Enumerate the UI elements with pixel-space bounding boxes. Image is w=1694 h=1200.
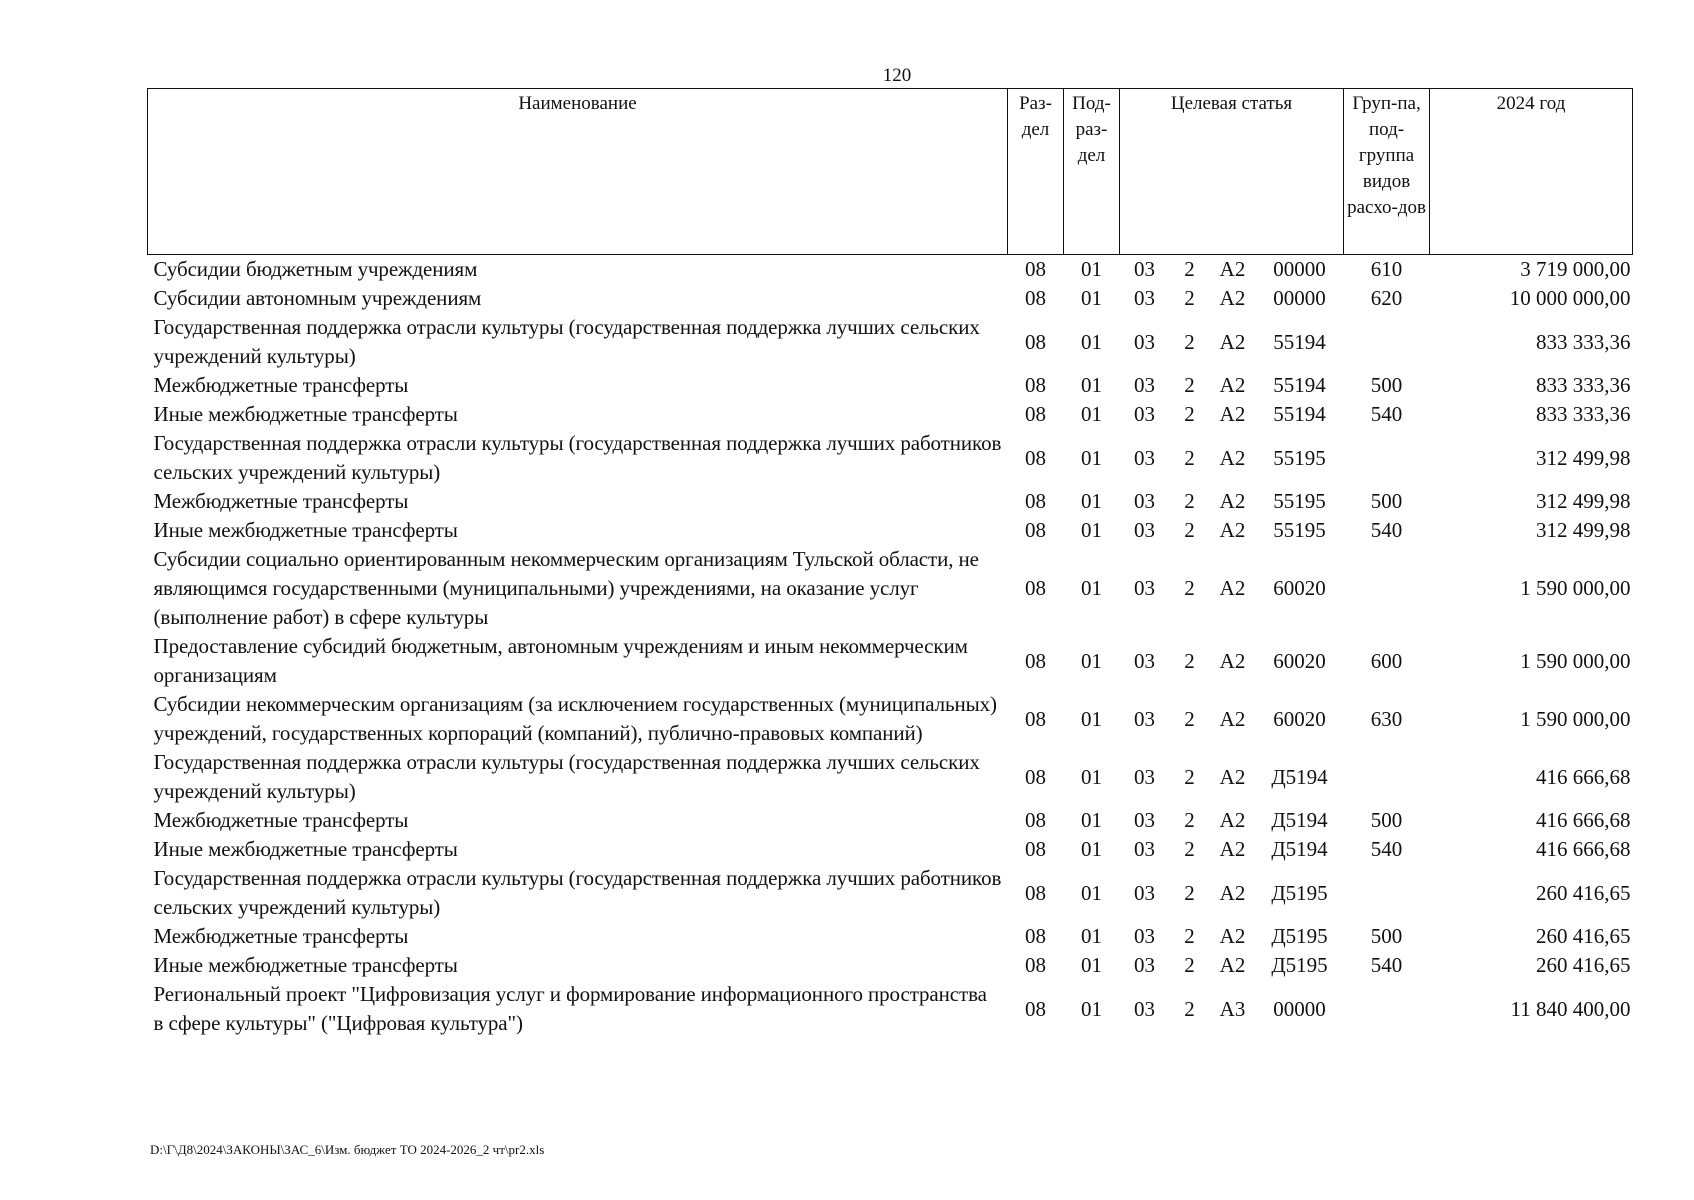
row-target-subprogram: 2 [1184, 924, 1195, 948]
row-target-direction: 55195 [1273, 445, 1326, 470]
row-amount: 416 666,68 [1536, 837, 1631, 861]
table-row [148, 835, 1633, 864]
row-target-program: 03 [1134, 402, 1155, 426]
row-expense-group [1344, 980, 1430, 1038]
budget-table [147, 88, 1633, 1038]
row-target-direction: 55195 [1273, 518, 1326, 542]
table-row [148, 951, 1633, 980]
row-target-direction: 55194 [1273, 402, 1326, 426]
row-razdel: 08 [1025, 648, 1046, 673]
row-razdel: 08 [1025, 373, 1046, 397]
row-amount: 11 840 400,00 [1510, 996, 1631, 1021]
row-amount: 1 590 000,00 [1520, 706, 1631, 731]
row-expense-group: 500 [1370, 808, 1403, 832]
row-expense-group: 630 [1370, 706, 1403, 731]
row-target-project: А3 [1219, 996, 1246, 1021]
row-target-project: А2 [1219, 373, 1246, 397]
row-target-project: А2 [1219, 953, 1246, 977]
header-target: Целевая статья [1120, 89, 1344, 255]
header-year: 2024 год [1430, 89, 1633, 255]
row-expense-group: 610 [1370, 257, 1403, 281]
row-target-subprogram: 2 [1184, 837, 1195, 861]
row-target-subprogram: 2 [1184, 706, 1195, 731]
row-target-subprogram: 2 [1184, 257, 1195, 281]
row-podrazdel: 01 [1081, 445, 1102, 470]
row-target-subprogram: 2 [1184, 648, 1195, 673]
row-podrazdel: 01 [1081, 953, 1102, 977]
table-row [148, 806, 1633, 835]
header-name: Наименование [148, 89, 1008, 255]
table-row [148, 980, 1633, 1038]
row-target-program: 03 [1134, 808, 1155, 832]
row-target-direction: Д5194 [1271, 808, 1328, 832]
row-razdel: 08 [1025, 953, 1046, 977]
row-target-program: 03 [1134, 257, 1155, 281]
row-podrazdel: 01 [1081, 286, 1102, 310]
row-target-project: А2 [1219, 518, 1246, 542]
table-row [148, 487, 1633, 516]
row-name: Субсидии социально ориентированным некоммерческим организациям Тульской области, не являющимся государственными (муниципальными) учреждениями, на оказание услуг (выполнение работ) в сфере культуры [153, 547, 979, 629]
row-target-project: А2 [1219, 445, 1246, 470]
row-target-direction: 00000 [1273, 286, 1326, 310]
row-razdel: 08 [1025, 518, 1046, 542]
footer-file-path: D:\Г\Д8\2024\ЗАКОНЫ\ЗАС_6\Изм. бюджет ТО 2024-2026_2 чт\pr2.xls [150, 1142, 545, 1157]
row-razdel: 08 [1025, 286, 1046, 310]
row-podrazdel: 01 [1081, 837, 1102, 861]
row-amount: 833 333,36 [1536, 402, 1631, 426]
row-target-direction: 60020 [1273, 648, 1326, 673]
row-target-subprogram: 2 [1184, 576, 1195, 600]
row-amount: 833 333,36 [1536, 373, 1631, 397]
row-target-direction: Д5195 [1271, 953, 1328, 977]
row-target-program: 03 [1134, 329, 1155, 354]
row-expense-group: 500 [1370, 924, 1403, 948]
row-expense-group [1344, 545, 1430, 632]
row-target-subprogram: 2 [1184, 489, 1195, 513]
row-amount: 260 416,65 [1536, 880, 1631, 905]
row-target-program: 03 [1134, 880, 1155, 905]
row-name: Государственная поддержка отрасли культуры (государственная поддержка лучших работников сельских учреждений культуры) [153, 866, 1002, 919]
row-target-program: 03 [1134, 924, 1155, 948]
row-target-program: 03 [1134, 518, 1155, 542]
header-razdel: Раз-дел [1008, 89, 1064, 255]
row-target-subprogram: 2 [1184, 764, 1195, 789]
row-target-direction: Д5194 [1271, 837, 1328, 861]
row-target-subprogram: 2 [1184, 953, 1195, 977]
row-target-direction: 60020 [1273, 576, 1326, 600]
row-razdel: 08 [1025, 764, 1046, 789]
row-amount: 1 590 000,00 [1520, 648, 1631, 673]
row-name: Государственная поддержка отрасли культуры (государственная поддержка лучших сельских учреждений культуры) [153, 315, 980, 368]
row-target-program: 03 [1134, 648, 1155, 673]
row-name: Иные межбюджетные трансферты [153, 953, 458, 977]
row-razdel: 08 [1025, 489, 1046, 513]
row-target-project: А2 [1219, 837, 1246, 861]
row-expense-group: 540 [1370, 518, 1403, 542]
table-row [148, 371, 1633, 400]
row-target-direction: 00000 [1273, 257, 1326, 281]
row-target-direction: 55194 [1273, 329, 1326, 354]
header-expense-group: Груп-па, под-группа видов расхо-дов [1344, 89, 1430, 255]
row-amount: 416 666,68 [1536, 808, 1631, 832]
row-expense-group: 600 [1370, 648, 1403, 673]
row-target-subprogram: 2 [1184, 996, 1195, 1021]
row-podrazdel: 01 [1081, 880, 1102, 905]
row-target-direction: Д5195 [1271, 880, 1328, 905]
row-amount: 833 333,36 [1536, 329, 1631, 354]
row-amount: 312 499,98 [1536, 489, 1631, 513]
row-target-project: А2 [1219, 489, 1246, 513]
row-podrazdel: 01 [1081, 706, 1102, 731]
row-target-project: А2 [1219, 648, 1246, 673]
row-podrazdel: 01 [1081, 329, 1102, 354]
row-target-subprogram: 2 [1184, 402, 1195, 426]
row-name: Иные межбюджетные трансферты [153, 837, 458, 861]
row-target-program: 03 [1134, 286, 1155, 310]
row-amount: 416 666,68 [1536, 764, 1631, 789]
row-target-direction: 55194 [1273, 373, 1326, 397]
row-razdel: 08 [1025, 924, 1046, 948]
row-expense-group [1344, 313, 1430, 371]
row-target-direction: 55195 [1273, 489, 1326, 513]
row-razdel: 08 [1025, 257, 1046, 281]
row-target-project: А2 [1219, 808, 1246, 832]
row-target-subprogram: 2 [1184, 808, 1195, 832]
row-name: Иные межбюджетные трансферты [153, 402, 458, 426]
table-row [148, 748, 1633, 806]
row-amount: 10 000 000,00 [1509, 286, 1631, 310]
table-body [148, 255, 1633, 1039]
row-name: Предоставление субсидий бюджетным, автономным учреждениям и иным некоммерческим организациям [153, 634, 968, 687]
row-name: Субсидии автономным учреждениям [153, 286, 482, 310]
row-target-program: 03 [1134, 706, 1155, 731]
row-razdel: 08 [1025, 706, 1046, 731]
row-target-program: 03 [1134, 489, 1155, 513]
row-target-program: 03 [1134, 373, 1155, 397]
row-podrazdel: 01 [1081, 373, 1102, 397]
row-amount: 312 499,98 [1536, 518, 1631, 542]
row-amount: 3 719 000,00 [1520, 257, 1631, 281]
table-row [148, 632, 1633, 690]
row-target-program: 03 [1134, 953, 1155, 977]
table-row [148, 313, 1633, 371]
table-row [148, 400, 1633, 429]
row-target-subprogram: 2 [1184, 518, 1195, 542]
row-expense-group: 500 [1370, 373, 1403, 397]
row-target-project: А2 [1219, 706, 1246, 731]
row-target-subprogram: 2 [1184, 373, 1195, 397]
row-expense-group [1344, 864, 1430, 922]
row-podrazdel: 01 [1081, 996, 1102, 1021]
row-name: Государственная поддержка отрасли культуры (государственная поддержка лучших работников сельских учреждений культуры) [153, 431, 1002, 484]
row-name: Региональный проект "Цифровизация услуг и формирование информационного пространства в сфере культуры" ("Цифровая культура") [153, 982, 987, 1035]
row-target-program: 03 [1134, 445, 1155, 470]
row-target-program: 03 [1134, 837, 1155, 861]
table-row [148, 864, 1633, 922]
row-target-subprogram: 2 [1184, 445, 1195, 470]
table-row [148, 255, 1633, 285]
row-name: Иные межбюджетные трансферты [153, 518, 458, 542]
table-row [148, 922, 1633, 951]
row-expense-group: 540 [1370, 402, 1403, 426]
row-target-program: 03 [1134, 764, 1155, 789]
row-target-program: 03 [1134, 996, 1155, 1021]
row-target-direction: 00000 [1273, 996, 1326, 1021]
row-target-project: А2 [1219, 286, 1246, 310]
row-target-direction: Д5194 [1271, 764, 1328, 789]
table-header-row [148, 89, 1633, 255]
row-target-project: А2 [1219, 924, 1246, 948]
row-podrazdel: 01 [1081, 489, 1102, 513]
row-podrazdel: 01 [1081, 808, 1102, 832]
table-row [148, 690, 1633, 748]
row-amount: 260 416,65 [1536, 953, 1631, 977]
row-target-project: А2 [1219, 576, 1246, 600]
row-razdel: 08 [1025, 329, 1046, 354]
row-razdel: 08 [1025, 996, 1046, 1021]
row-razdel: 08 [1025, 837, 1046, 861]
table-row [148, 516, 1633, 545]
row-expense-group [1344, 748, 1430, 806]
row-amount: 1 590 000,00 [1520, 576, 1631, 600]
row-name: Государственная поддержка отрасли культуры (государственная поддержка лучших сельских учреждений культуры) [153, 750, 980, 803]
row-expense-group: 540 [1370, 953, 1403, 977]
row-amount: 260 416,65 [1536, 924, 1631, 948]
row-razdel: 08 [1025, 445, 1046, 470]
page-number: 120 [882, 65, 912, 86]
row-podrazdel: 01 [1081, 257, 1102, 281]
row-name: Межбюджетные трансферты [153, 924, 409, 948]
row-target-subprogram: 2 [1184, 329, 1195, 354]
row-target-project: А2 [1219, 880, 1246, 905]
row-target-direction: Д5195 [1271, 924, 1328, 948]
row-target-project: А2 [1219, 764, 1246, 789]
row-expense-group: 540 [1370, 837, 1403, 861]
row-expense-group: 620 [1370, 286, 1403, 310]
row-target-direction: 60020 [1273, 706, 1326, 731]
row-razdel: 08 [1025, 808, 1046, 832]
row-name: Субсидии некоммерческим организациям (за исключением государственных (муниципальных) учреждений, государственных корпораций (компаний), публично-правовых компаний) [153, 692, 997, 745]
row-expense-group [1344, 429, 1430, 487]
row-target-project: А2 [1219, 402, 1246, 426]
table-row [148, 429, 1633, 487]
row-podrazdel: 01 [1081, 648, 1102, 673]
row-target-project: А2 [1219, 329, 1246, 354]
row-amount: 312 499,98 [1536, 445, 1631, 470]
row-razdel: 08 [1025, 402, 1046, 426]
header-podrazdel: Под-раз-дел [1064, 89, 1120, 255]
row-expense-group: 500 [1370, 489, 1403, 513]
row-name: Межбюджетные трансферты [153, 808, 409, 832]
row-podrazdel: 01 [1081, 924, 1102, 948]
table-row [148, 284, 1633, 313]
row-name: Субсидии бюджетным учреждениям [153, 257, 478, 281]
row-target-program: 03 [1134, 576, 1155, 600]
row-razdel: 08 [1025, 880, 1046, 905]
row-name: Межбюджетные трансферты [153, 489, 409, 513]
row-podrazdel: 01 [1081, 518, 1102, 542]
row-podrazdel: 01 [1081, 576, 1102, 600]
table-row [148, 545, 1633, 632]
row-podrazdel: 01 [1081, 402, 1102, 426]
row-podrazdel: 01 [1081, 764, 1102, 789]
row-razdel: 08 [1025, 576, 1046, 600]
row-target-subprogram: 2 [1184, 880, 1195, 905]
row-target-subprogram: 2 [1184, 286, 1195, 310]
row-name: Межбюджетные трансферты [153, 373, 409, 397]
row-target-project: А2 [1219, 257, 1246, 281]
